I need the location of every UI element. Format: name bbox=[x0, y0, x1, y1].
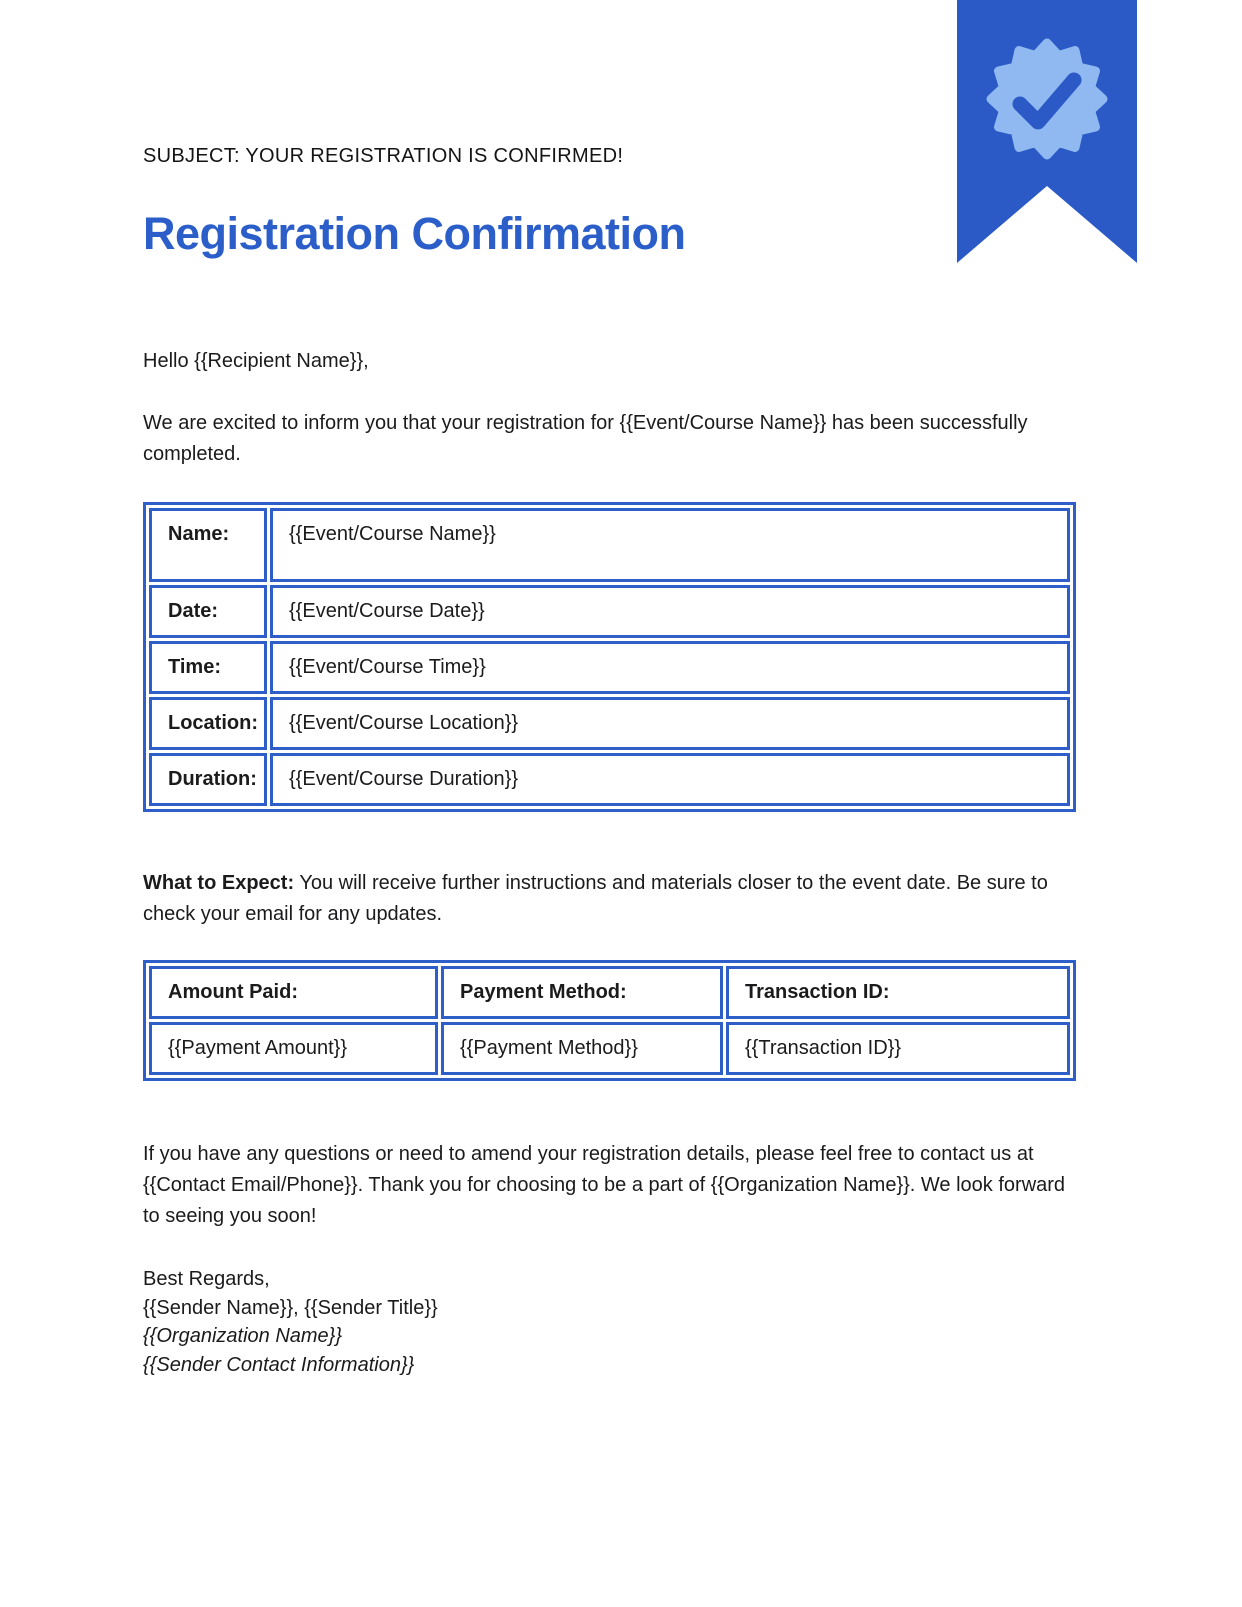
table-row bbox=[149, 508, 1070, 582]
row-value: {{Event/Course Location}} bbox=[270, 697, 1070, 750]
greeting-text: Hello {{Recipient Name}}, bbox=[143, 350, 369, 372]
row-value: {{Event/Course Duration}} bbox=[270, 753, 1070, 806]
expect-paragraph bbox=[143, 868, 1070, 930]
row-label: Time: bbox=[149, 641, 267, 694]
row-value: {{Event/Course Name}} bbox=[270, 508, 1070, 582]
row-label: Location: bbox=[149, 697, 267, 750]
table-row bbox=[149, 697, 1070, 750]
bookmark-ribbon bbox=[957, 0, 1137, 266]
row-label: Duration: bbox=[149, 753, 267, 806]
subject-line: SUBJECT: YOUR REGISTRATION IS CONFIRMED! bbox=[143, 145, 624, 167]
closing-paragraph: If you have any questions or need to amend your registration details, please feel free to contact us at {{Contact Email/Phone}}. Thank you for choosing to be a part of {{Organization Name}}. We look forward to seeing you soon! bbox=[143, 1143, 1066, 1227]
table-row bbox=[149, 753, 1070, 806]
signature-block bbox=[143, 1265, 1070, 1379]
value-cell: {{Transaction ID}} bbox=[726, 1022, 1070, 1075]
value-cell: {{Payment Method}} bbox=[441, 1022, 723, 1075]
signature-sender: {{Sender Name}}, {{Sender Title}} bbox=[143, 1296, 438, 1319]
expect-text: You will receive further instructions and materials closer to the event date. Be sure to check your email for any updates. bbox=[143, 872, 1048, 925]
intro-paragraph: We are excited to inform you that your registration for {{Event/Course Name}} has been successfully completed. bbox=[143, 412, 1028, 465]
signature-contact: {{Sender Contact Information}} bbox=[143, 1353, 415, 1376]
signature-organization: {{Organization Name}} bbox=[143, 1325, 343, 1347]
row-label: Date: bbox=[149, 585, 267, 638]
header-cell: Transaction ID: bbox=[726, 966, 1070, 1019]
signature-regards: Best Regards, bbox=[143, 1268, 270, 1290]
expect-label: What to Expect: bbox=[143, 872, 295, 894]
row-value: {{Event/Course Time}} bbox=[270, 641, 1070, 694]
row-label: Name: bbox=[149, 508, 267, 582]
table-row bbox=[149, 585, 1070, 638]
table-header-row bbox=[149, 966, 1070, 1019]
header-cell: Payment Method: bbox=[441, 966, 723, 1019]
event-details-table bbox=[143, 502, 1076, 812]
table-row bbox=[149, 1022, 1070, 1075]
payment-details-table bbox=[143, 960, 1076, 1081]
table-row bbox=[149, 641, 1070, 694]
value-cell: {{Payment Amount}} bbox=[149, 1022, 438, 1075]
page-title: Registration Confirmation bbox=[143, 208, 686, 259]
row-value: {{Event/Course Date}} bbox=[270, 585, 1070, 638]
header-cell: Amount Paid: bbox=[149, 966, 438, 1019]
